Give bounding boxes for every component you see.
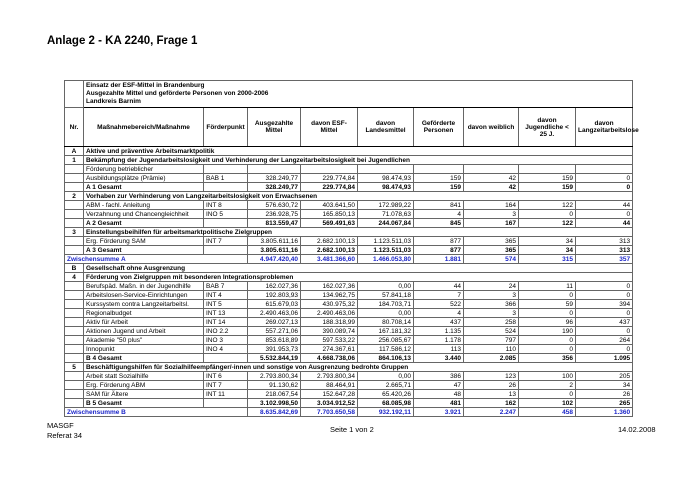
- table-cell: INT 5: [204, 300, 248, 309]
- table-cell: 98.474,93: [358, 183, 414, 192]
- table-cell: Zwischensumme B: [65, 408, 248, 417]
- table-cell: Aktiv für Arbeit: [84, 318, 204, 327]
- table-cell: 1.095: [576, 354, 633, 363]
- table-cell: 569.491,63: [301, 219, 358, 228]
- table-cell: 274.367,61: [301, 345, 358, 354]
- table-row: [65, 381, 633, 390]
- table-cell: 0: [519, 309, 576, 318]
- table-cell: 24: [464, 282, 519, 291]
- table-cell: [65, 381, 84, 390]
- table-cell: ABM - fachl. Anleitung: [84, 201, 204, 210]
- table-cell: 167.181,32: [358, 327, 414, 336]
- table-cell: [65, 219, 84, 228]
- table-cell: 2.682.100,13: [301, 237, 358, 246]
- table-cell: B 5 Gesamt: [84, 399, 204, 408]
- table-cell: Akademie "50 plus": [84, 336, 204, 345]
- table-cell: [204, 246, 248, 255]
- table-cell: 1.123.511,03: [358, 246, 414, 255]
- section-row: [65, 273, 633, 282]
- table-cell: 5.532.844,19: [248, 354, 301, 363]
- table-cell: 44: [576, 201, 633, 210]
- table-cell: [576, 165, 633, 174]
- footer-org: MASGF: [47, 421, 74, 430]
- table-cell: 113: [414, 345, 464, 354]
- table-cell: 100: [519, 372, 576, 381]
- table-cell: 258: [464, 318, 519, 327]
- section-number: 3: [65, 228, 84, 237]
- table-cell: [519, 165, 576, 174]
- table-cell: 134.962,75: [301, 291, 358, 300]
- table-cell: 394: [576, 300, 633, 309]
- table-cell: 2.490.463,06: [248, 309, 301, 318]
- table-cell: 264: [576, 336, 633, 345]
- table-cell: 265: [576, 399, 633, 408]
- table-cell: 877: [414, 237, 464, 246]
- table-row: [65, 336, 633, 345]
- table-cell: [65, 354, 84, 363]
- table-cell: 3.805.611,16: [248, 246, 301, 255]
- table-cell: Regionalbudget: [84, 309, 204, 318]
- table-cell: INT 4: [204, 291, 248, 300]
- esf-table: [64, 80, 639, 417]
- table-cell: 481: [414, 399, 464, 408]
- table-cell: 2.793.800,34: [301, 372, 358, 381]
- table-title-line: Einsatz der ESF-Mittel in Brandenburg: [86, 82, 205, 89]
- table-cell: 853.618,89: [248, 336, 301, 345]
- table-cell: 315: [519, 255, 576, 264]
- table-cell: 430.975,32: [301, 300, 358, 309]
- table-cell: 1.123.511,03: [358, 237, 414, 246]
- table-cell: 576.630,72: [248, 201, 301, 210]
- table-row: [65, 165, 633, 174]
- table-cell: 184.703,71: [358, 300, 414, 309]
- table-cell: 96: [519, 318, 576, 327]
- table-cell: [204, 165, 248, 174]
- table-cell: 391.953,73: [248, 345, 301, 354]
- table-cell: [65, 291, 84, 300]
- table-cell: 13: [464, 390, 519, 399]
- table-cell: 122: [519, 219, 576, 228]
- table-cell: INO 5: [204, 210, 248, 219]
- table-cell: B 4 Gesamt: [84, 354, 204, 363]
- subtotal-row: [65, 408, 633, 417]
- table-cell: 386: [414, 372, 464, 381]
- table-cell: 159: [519, 183, 576, 192]
- table-cell: INT 7: [204, 237, 248, 246]
- table-cell: [65, 183, 84, 192]
- table-cell: [65, 210, 84, 219]
- table-cell: INT 8: [204, 201, 248, 210]
- table-cell: 864.106,13: [358, 354, 414, 363]
- table-cell: [65, 300, 84, 309]
- table-cell: 102: [519, 399, 576, 408]
- table-cell: Innopunkt: [84, 345, 204, 354]
- table-cell: 4: [414, 210, 464, 219]
- table-cell: 218.067,54: [248, 390, 301, 399]
- table-row: [65, 210, 633, 219]
- table-cell: 845: [414, 219, 464, 228]
- total-row: [65, 399, 633, 408]
- table-cell: Ausbildungsplätze (Prämie): [84, 174, 204, 183]
- table-cell: 164: [464, 201, 519, 210]
- table-cell: [358, 165, 414, 174]
- table-cell: 159: [519, 174, 576, 183]
- table-cell: 68.085,98: [358, 399, 414, 408]
- table-cell: [65, 201, 84, 210]
- table-cell: 7.703.650,58: [301, 408, 358, 417]
- section-title: Gesellschaft ohne Ausgrenzung: [84, 264, 633, 273]
- table-region-line: Landkreis Barnim: [86, 98, 141, 105]
- table-cell: 34: [519, 246, 576, 255]
- table-cell: 65.420,26: [358, 390, 414, 399]
- table-cell: 162.027,36: [301, 282, 358, 291]
- table-cell: 1.881: [414, 255, 464, 264]
- table-cell: 159: [414, 174, 464, 183]
- table-cell: 3.921: [414, 408, 464, 417]
- table-cell: 437: [414, 318, 464, 327]
- table-row: [65, 201, 633, 210]
- table-row: [65, 237, 633, 246]
- table-cell: 0: [576, 174, 633, 183]
- table-cell: 8.635.842,69: [248, 408, 301, 417]
- table-cell: [65, 246, 84, 255]
- table-cell: 244.067,84: [358, 219, 414, 228]
- table-cell: 2.665,71: [358, 381, 414, 390]
- column-header: davon ESF-Mittel: [301, 108, 358, 147]
- section-number: B: [65, 264, 84, 273]
- table-cell: 1.178: [414, 336, 464, 345]
- table-cell: 0,00: [358, 282, 414, 291]
- table-cell: [65, 237, 84, 246]
- table-row: [65, 300, 633, 309]
- table-cell: [65, 165, 84, 174]
- table-cell: 0: [519, 336, 576, 345]
- total-row: [65, 183, 633, 192]
- table-cell: Erg. Förderung ABM: [84, 381, 204, 390]
- table-cell: 3: [464, 309, 519, 318]
- table-cell: A 3 Gesamt: [84, 246, 204, 255]
- section-number: A: [65, 147, 84, 156]
- section-number: 4: [65, 273, 84, 282]
- table-cell: 2.247: [464, 408, 519, 417]
- table-row: [65, 309, 633, 318]
- table-cell: 3.034.912,52: [301, 399, 358, 408]
- table-cell: 117.586,12: [358, 345, 414, 354]
- total-row: [65, 246, 633, 255]
- table-cell: 123: [464, 372, 519, 381]
- section-title: Einstellungsbeihilfen für arbeitsmarktpolitische Zielgruppen: [84, 228, 633, 237]
- table-cell: 192.803,93: [248, 291, 301, 300]
- table-cell: INO 4: [204, 345, 248, 354]
- table-cell: Erg. Förderung SAM: [84, 237, 204, 246]
- table-cell: BAB 1: [204, 174, 248, 183]
- table-cell: INT 13: [204, 309, 248, 318]
- table-cell: 328.249,77: [248, 174, 301, 183]
- table-cell: 4.947.420,40: [248, 255, 301, 264]
- table-cell: 0: [576, 210, 633, 219]
- section-title: Förderung von Zielgruppen mit besonderen Integrationsproblemen: [84, 273, 633, 282]
- table-cell: [65, 345, 84, 354]
- table-cell: 0: [576, 291, 633, 300]
- table-cell: [65, 336, 84, 345]
- table-cell: 841: [414, 201, 464, 210]
- table-cell: 42: [464, 183, 519, 192]
- table-cell: 365: [464, 237, 519, 246]
- table-cell: 269.027,13: [248, 318, 301, 327]
- table-cell: 165.850,13: [301, 210, 358, 219]
- table-cell: 877: [414, 246, 464, 255]
- table-cell: BAB 7: [204, 282, 248, 291]
- table-cell: 356: [519, 354, 576, 363]
- table-cell: INT 11: [204, 390, 248, 399]
- table-cell: [65, 282, 84, 291]
- table-title: [84, 81, 633, 108]
- table-cell: 0,00: [358, 372, 414, 381]
- table-cell: 2.682.100,13: [301, 246, 358, 255]
- table-cell: 122: [519, 201, 576, 210]
- table-cell: Kurssystem contra Langzeitarbeitsl.: [84, 300, 204, 309]
- section-row: [65, 156, 633, 165]
- table-cell: 365: [464, 246, 519, 255]
- table-cell: 2.490.463,06: [301, 309, 358, 318]
- table-cell: 190: [519, 327, 576, 336]
- table-cell: INO 3: [204, 336, 248, 345]
- section-row: [65, 264, 633, 273]
- table-cell: [204, 183, 248, 192]
- table-cell: 3.481.366,60: [301, 255, 358, 264]
- table-cell: 3.440: [414, 354, 464, 363]
- section-title: Vorhaben zur Verhinderung von Langzeitarbeitslosigkeit von Erwachsenen: [84, 192, 633, 201]
- table-cell: 1.360: [576, 408, 633, 417]
- section-number: 1: [65, 156, 84, 165]
- table-cell: Arbeit statt Sozialhilfe: [84, 372, 204, 381]
- footer-page: Seite 1 von 2: [330, 425, 374, 434]
- table-cell: Förderung betrieblicher: [84, 165, 204, 174]
- table-cell: 574: [464, 255, 519, 264]
- table-cell: 57.841,18: [358, 291, 414, 300]
- table-cell: 557.271,06: [248, 327, 301, 336]
- table-cell: 3.102.998,50: [248, 399, 301, 408]
- page-heading: Anlage 2 - KA 2240, Frage 1: [47, 35, 198, 47]
- table-cell: 205: [576, 372, 633, 381]
- table-cell: 59: [519, 300, 576, 309]
- table-cell: [204, 219, 248, 228]
- table-title-row: [65, 81, 633, 108]
- table-cell: 0: [576, 327, 633, 336]
- table-cell: 80.708,14: [358, 318, 414, 327]
- table-cell: 3: [464, 291, 519, 300]
- table-cell: 458: [519, 408, 576, 417]
- table-row: [65, 345, 633, 354]
- table-cell: [65, 327, 84, 336]
- table-cell: [204, 399, 248, 408]
- table-cell: 34: [576, 381, 633, 390]
- table-row: [65, 174, 633, 183]
- table-cell: 1.466.053,80: [358, 255, 414, 264]
- table-cell: 524: [464, 327, 519, 336]
- table-cell: [65, 309, 84, 318]
- table-cell: 0: [519, 390, 576, 399]
- table-cell: 4: [414, 309, 464, 318]
- table-cell: 159: [414, 183, 464, 192]
- table-cell: 34: [519, 237, 576, 246]
- table-cell: 11: [519, 282, 576, 291]
- table-cell: 597.533,22: [301, 336, 358, 345]
- table-cell: Arbeitslosen-Service-Einrichtungen: [84, 291, 204, 300]
- table-row: [65, 372, 633, 381]
- table-row: [65, 282, 633, 291]
- table-subtitle-line: Ausgezahlte Mittel und geförderte Personen von 2000-2006: [86, 90, 269, 97]
- table-cell: 4.668.738,06: [301, 354, 358, 363]
- table-cell: 366: [464, 300, 519, 309]
- table-cell: INT 6: [204, 372, 248, 381]
- table-cell: [65, 318, 84, 327]
- table-cell: 91.130,62: [248, 381, 301, 390]
- table-cell: 44: [576, 219, 633, 228]
- table-cell: 42: [464, 174, 519, 183]
- section-number: 5: [65, 363, 84, 372]
- table-cell: 1.135: [414, 327, 464, 336]
- table-cell: 48: [414, 390, 464, 399]
- section-row: [65, 363, 633, 372]
- table-cell: 172.989,22: [358, 201, 414, 210]
- section-row: [65, 228, 633, 237]
- table-cell: 390.089,74: [301, 327, 358, 336]
- total-row: [65, 219, 633, 228]
- table-cell: [464, 165, 519, 174]
- table-cell: [414, 165, 464, 174]
- table-cell: 44: [414, 282, 464, 291]
- column-header: davon Langzeitarbeitslose: [576, 108, 633, 147]
- column-header: davon Landesmittel: [358, 108, 414, 147]
- table-row: [65, 327, 633, 336]
- table-cell: Zwischensumme A: [65, 255, 248, 264]
- table-cell: 0: [519, 291, 576, 300]
- table-cell: A 2 Gesamt: [84, 219, 204, 228]
- table-cell: [65, 390, 84, 399]
- table-cell: Berufspäd. Maßn. in der Jugendhilfe: [84, 282, 204, 291]
- table-cell: 98.474,93: [358, 174, 414, 183]
- table-cell: Aktionen Jugend und Arbeit: [84, 327, 204, 336]
- table-cell: 2.793.800,34: [248, 372, 301, 381]
- section-title: Aktive und präventive Arbeitsmarktpolitik: [84, 147, 633, 156]
- table-cell: 403.641,50: [301, 201, 358, 210]
- table-cell: [248, 165, 301, 174]
- table-header-row: [65, 108, 633, 147]
- table-cell: 0: [519, 210, 576, 219]
- table-cell: 229.774,84: [301, 174, 358, 183]
- column-header: Ausgezahlte Mittel: [248, 108, 301, 147]
- table-cell: 615.679,03: [248, 300, 301, 309]
- table-cell: [204, 354, 248, 363]
- table-cell: 357: [576, 255, 633, 264]
- table-cell: 0: [576, 345, 633, 354]
- table-cell: 26: [464, 381, 519, 390]
- table-cell: INT 7: [204, 381, 248, 390]
- table-cell: 162: [464, 399, 519, 408]
- table-cell: 3: [464, 210, 519, 219]
- table-cell: 71.078,63: [358, 210, 414, 219]
- column-header: Nr.: [65, 108, 84, 147]
- table-cell: 3.805.611,16: [248, 237, 301, 246]
- table-cell: 313: [576, 237, 633, 246]
- section-row: [65, 192, 633, 201]
- column-header: Geförderte Personen: [414, 108, 464, 147]
- table-cell: 26: [576, 390, 633, 399]
- table-cell: 0: [576, 309, 633, 318]
- section-row: [65, 147, 633, 156]
- column-header: Förderpunkt: [204, 108, 248, 147]
- column-header: davon Jugendliche < 25 J.: [519, 108, 576, 147]
- table-cell: 813.559,47: [248, 219, 301, 228]
- table-cell: 162.027,36: [248, 282, 301, 291]
- table-cell: 2: [519, 381, 576, 390]
- table-row: [65, 318, 633, 327]
- table-cell: [65, 399, 84, 408]
- table-row: [65, 390, 633, 399]
- column-header: Maßnahmebereich/Maßnahme: [84, 108, 204, 147]
- section-title: Bekämpfung der Jugendarbeitslosigkeit und Verhinderung der Langzeitarbeitslosigkeit bei Jugendlichen: [84, 156, 633, 165]
- table-cell: 167: [464, 219, 519, 228]
- table-cell: 152.647,28: [301, 390, 358, 399]
- table-cell: SAM für Ältere: [84, 390, 204, 399]
- table-cell: 0: [576, 282, 633, 291]
- table-cell: 110: [464, 345, 519, 354]
- table-cell: 932.192,11: [358, 408, 414, 417]
- subtotal-row: [65, 255, 633, 264]
- table-cell: 437: [576, 318, 633, 327]
- total-row: [65, 354, 633, 363]
- table-cell: 256.085,67: [358, 336, 414, 345]
- table-cell: 236.928,75: [248, 210, 301, 219]
- table-cell: 797: [464, 336, 519, 345]
- table-cell: [65, 174, 84, 183]
- table-cell: 7: [414, 291, 464, 300]
- table-cell: 313: [576, 246, 633, 255]
- column-header: davon weiblich: [464, 108, 519, 147]
- table-cell: [301, 165, 358, 174]
- footer-date: 14.02.2008: [618, 425, 656, 434]
- table-cell: INT 14: [204, 318, 248, 327]
- table-cell: [65, 372, 84, 381]
- table-cell: 0,00: [358, 309, 414, 318]
- table-cell: 188.318,99: [301, 318, 358, 327]
- table-cell: 229.774,84: [301, 183, 358, 192]
- footer-dept: Referat 34: [47, 431, 83, 440]
- table-cell: 88.464,91: [301, 381, 358, 390]
- table-cell: 0: [576, 183, 633, 192]
- table-cell: 522: [414, 300, 464, 309]
- table-row: [65, 291, 633, 300]
- table-cell: 2.085: [464, 354, 519, 363]
- section-number: 2: [65, 192, 84, 201]
- table-cell: 328.249,77: [248, 183, 301, 192]
- table-cell: 47: [414, 381, 464, 390]
- table-cell: A 1 Gesamt: [84, 183, 204, 192]
- table-cell: Verzahnung und Chancengleichheit: [84, 210, 204, 219]
- section-title: Beschäftigungshilfen für Sozialhilfeempfänger/-innen und sonstige von Ausgrenzung bedrohte Gruppen: [84, 363, 633, 372]
- table-cell: 0: [519, 345, 576, 354]
- table-cell: INO 2.2: [204, 327, 248, 336]
